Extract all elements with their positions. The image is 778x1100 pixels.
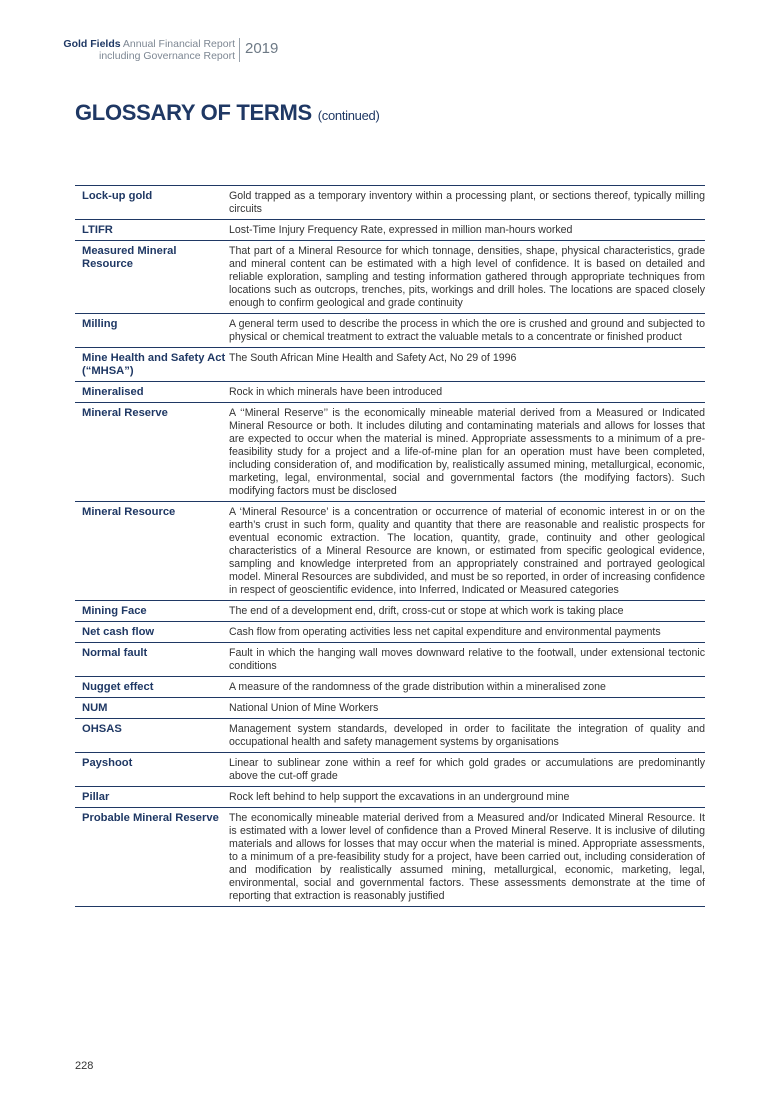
glossary-row [75, 601, 705, 622]
glossary-row [75, 186, 705, 220]
glossary-row [75, 787, 705, 808]
glossary-row [75, 314, 705, 348]
page-title [75, 100, 379, 126]
glossary-definition: Gold trapped as a temporary inventory within a processing plant, or sections thereof, typically milling circuits [229, 190, 705, 215]
brand-name: Gold Fields [63, 38, 121, 50]
glossary-definition: Management system standards, developed in order to facilitate the integration of quality and occupational health and safety management systems by organisations [229, 723, 705, 748]
glossary-term: Mineral Reserve [82, 407, 168, 419]
report-name: Annual Financial Report [122, 38, 235, 50]
glossary-term: Lock-up gold [82, 190, 153, 202]
glossary-row [75, 677, 705, 698]
glossary-definition: A measure of the randomness of the grade distribution within a mineralised zone [229, 681, 606, 693]
report-header [0, 38, 235, 62]
glossary-term: Net cash flow [82, 626, 155, 638]
glossary-term: Probable Mineral Reserve [82, 812, 219, 824]
glossary-term: Payshoot [82, 757, 133, 769]
glossary-term: Mineral Resource [82, 506, 176, 518]
page-number: 228 [75, 1060, 94, 1072]
glossary-row [75, 348, 705, 382]
glossary-definition: Lost-Time Injury Frequency Rate, expressed in million man-hours worked [229, 224, 573, 236]
page-title-main: GLOSSARY OF TERMS [75, 100, 312, 125]
glossary-term: Mine Health and Safety Act (“MHSA”) [82, 352, 226, 377]
glossary-term: Mineralised [82, 386, 144, 398]
glossary-row [75, 643, 705, 677]
glossary-row [75, 622, 705, 643]
glossary-row [75, 753, 705, 787]
glossary-term: Nugget effect [82, 681, 154, 693]
glossary-row [75, 808, 705, 907]
report-header-line-1 [0, 38, 235, 50]
glossary-definition: Fault in which the hanging wall moves downward relative to the footwall, under extensional tectonic conditions [229, 647, 705, 672]
glossary-row [75, 403, 705, 502]
glossary-term: OHSAS [82, 723, 122, 735]
report-subtitle: including Governance Report [99, 50, 235, 62]
report-year: 2019 [245, 40, 279, 57]
glossary-term: Mining Face [82, 605, 147, 617]
glossary-definition: The end of a development end, drift, cross-cut or stope at which work is taking place [229, 605, 624, 617]
glossary-definition: A ‘Mineral Resource’ is a concentration or occurrence of material of economic interest in or on the earth’s crust in such form, quality and quantity that there are reasonable and realistic prospects for eventual economic extraction. The location, quantity, grade, continuity and other geological characteristics of a Mineral Resource are known, or estimated from specific geological evidence, sampling and knowledge interpreted from an appropriately constrained and portrayed geological model. Mineral Resources are subdivided, and must be so reported, in order of increasing confidence in respect of geoscientific evidence, into Inferred, Indicated or Measured categories [229, 506, 705, 596]
glossary-definition: Linear to sublinear zone within a reef for which gold grades or accumulations are predominantly above the cut-off grade [229, 757, 705, 782]
glossary-body [75, 186, 705, 907]
header-divider [239, 38, 240, 62]
glossary-definition: The South African Mine Health and Safety Act, No 29 of 1996 [229, 352, 517, 364]
glossary-definition: A general term used to describe the process in which the ore is crushed and ground and subjected to physical or chemical treatment to extract the valuable metals to a concentrate or finished product [229, 318, 705, 343]
glossary-definition: The economically mineable material derived from a Measured and/or Indicated Mineral Resource. It is estimated with a lower level of confidence than a Proved Mineral Reserve. It is inclusive of diluting materials and allows for losses that may occur when the material is mined. Appropriate assessments, to a minimum of a pre-feasibility study for a project, have been carried out, including consideration of and modification by realistically assumed mining, metallurgical, economic, marketing, legal, environmental, social and governmental factors. These assessments demonstrate at the time of reporting that extraction is reasonably justified [229, 812, 705, 902]
glossary-row [75, 220, 705, 241]
glossary-term: Pillar [82, 791, 110, 803]
glossary-term: Normal fault [82, 647, 148, 659]
page-title-sub: (continued) [317, 108, 380, 123]
glossary-definition: Cash flow from operating activities less net capital expenditure and environmental payments [229, 626, 661, 638]
glossary-row [75, 698, 705, 719]
glossary-row [75, 241, 705, 314]
glossary-term: Measured Mineral Resource [82, 245, 177, 270]
glossary-definition: Rock in which minerals have been introduced [229, 386, 443, 398]
glossary-row [75, 719, 705, 753]
glossary-definition: A ‘‘Mineral Reserve’’ is the economically mineable material derived from a Measured or Indicated Mineral Resource or both. It includes diluting and contaminating materials and allows for losses that are expected to occur when the material is mined. Appropriate assessments to a minimum of a pre-feasibility study for a project and a life-of-mine plan for an operation must have been completed, including consideration of, and modification by, realistically assumed mining, metallurgical, economic, marketing, legal, environmental, social and governmental factors (the modifying factors). Such modifying factors must be disclosed [229, 407, 705, 497]
glossary-row [75, 502, 705, 601]
glossary-definition: Rock left behind to help support the excavations in an underground mine [229, 791, 570, 803]
glossary-term: Milling [82, 318, 118, 330]
glossary-term: NUM [82, 702, 108, 714]
glossary-definition: National Union of Mine Workers [229, 702, 379, 714]
glossary-definition: That part of a Mineral Resource for which tonnage, densities, shape, physical characteristics, grade and mineral content can be estimated with a high level of confidence. It is based on detailed and reliable exploration, sampling and testing information gathered through appropriate techniques from locations such as outcrops, trenches, pits, workings and drill holes. The locations are spaced closely enough to confirm geological and grade continuity [229, 245, 705, 309]
glossary-table [75, 185, 705, 907]
glossary-term: LTIFR [82, 224, 113, 236]
glossary-row [75, 382, 705, 403]
